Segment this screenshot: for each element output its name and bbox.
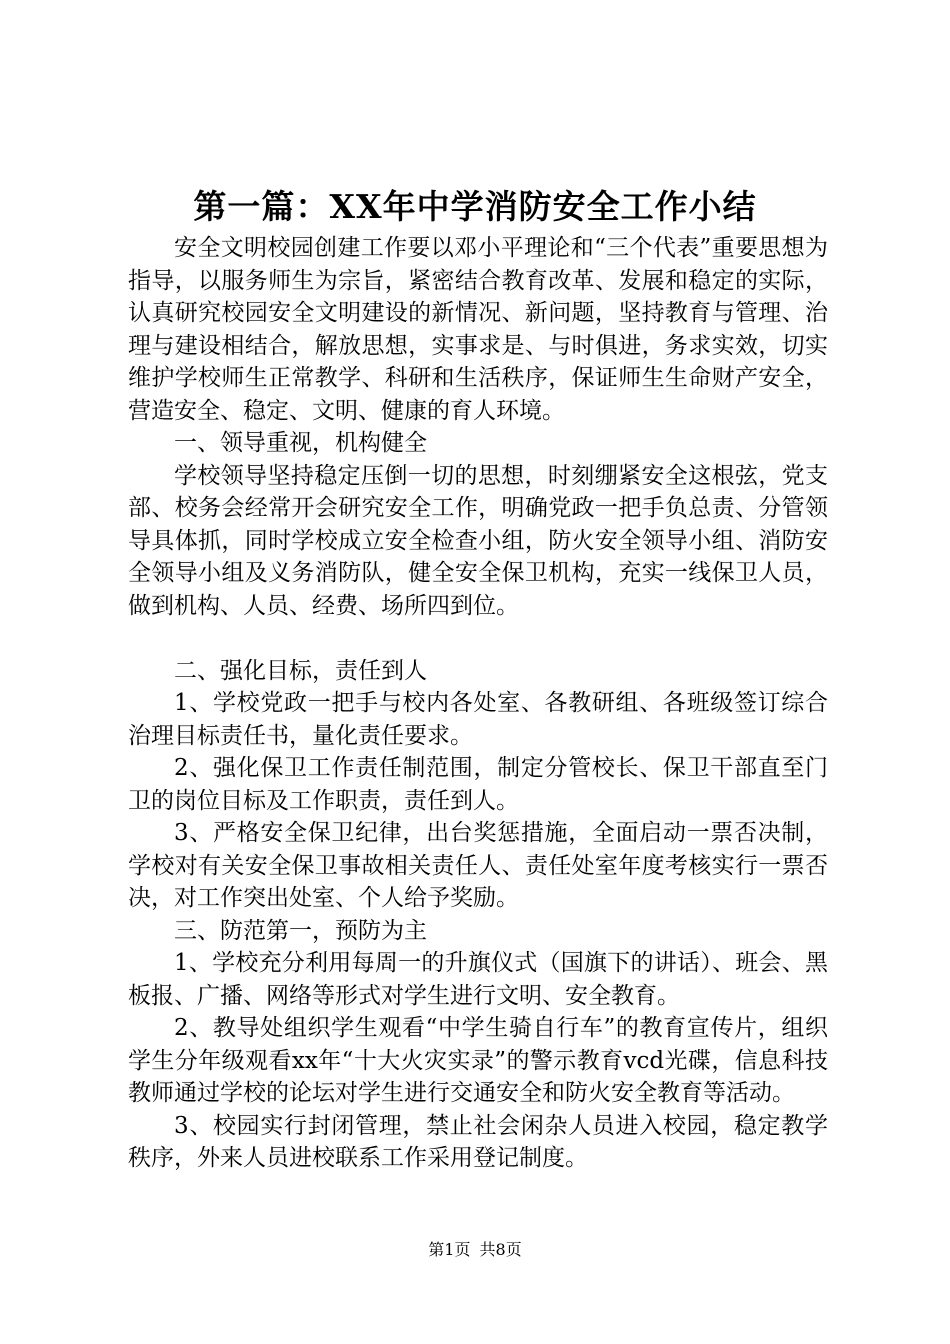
section-3-item-3: 3、校园实行封闭管理，禁止社会闲杂人员进入校园，稳定教学秩序，外来人员进校联系工作采用登记制度。 — [128, 1112, 828, 1171]
section-2-item-3: 3、严格安全保卫纪律，出台奖惩措施，全面启动一票否决制，学校对有关安全保卫事故相关责任人、责任处室年度考核实行一票否决，对工作突出处室、个人给予奖励。 — [128, 820, 828, 911]
section-heading-1: 一、领导重视，机构健全 — [174, 430, 427, 456]
blank-line — [128, 622, 828, 655]
intro-paragraph: 安全文明校园创建工作要以邓小平理论和“三个代表”重要思想为指导，以服务师生为宗旨，紧密结合教育改革、发展和稳定的实际，认真研究校园安全文明建设的新情况、新问题，坚持教育与管理、治理与建设相结合，解放思想，实事求是、与时俱进，务求实效，切实维护学校师生正常教学、科研和生活秩序，保证师生生命财产安全，营造安全、稳定、文明、健康的育人环境。 — [128, 235, 828, 424]
section-heading-3: 三、防范第一，预防为主 — [174, 917, 427, 944]
page-footer — [0, 1239, 950, 1261]
document-title: 第一篇：XX年中学消防安全工作小结 — [193, 187, 757, 226]
section-3-item-1: 1、学校充分利用每周一的升旗仪式（国旗下的讲话）、班会、黑板报、广播、网络等形式对学生进行文明、安全教育。 — [128, 950, 828, 1009]
section-3-item-2: 2、教导处组织学生观看“中学生骑自行车”的教育宣传片，组织学生分年级观看xx年“十大火灾实录”的警示教育vcd光碟，信息科技教师通过学校的论坛对学生进行交通安全和防火安全教育等活动。 — [128, 1015, 828, 1106]
page-total: 共8页 — [479, 1240, 522, 1259]
section-heading-2: 二、强化目标，责任到人 — [174, 657, 427, 684]
document-body — [128, 232, 828, 1175]
section-2-item-1: 1、学校党政一把手与校内各处室、各教研组、各班级签订综合治理目标责任书，量化责任要求。 — [128, 690, 828, 749]
section-1-paragraph: 学校领导坚持稳定压倒一切的思想，时刻绷紧安全这根弦，党支部、校务会经常开会研究安全工作，明确党政一把手负总责、分管领导具体抓，同时学校成立安全检查小组，防火安全领导小组、消防安全领导小组及义务消防队，健全安全保卫机构，充实一线保卫人员，做到机构、人员、经费、场所四到位。 — [128, 462, 828, 619]
section-2-item-2: 2、强化保卫工作责任制范围，制定分管校长、保卫干部直至门卫的岗位目标及工作职责，责任到人。 — [128, 755, 828, 814]
page-number: 第1页 — [428, 1240, 471, 1259]
